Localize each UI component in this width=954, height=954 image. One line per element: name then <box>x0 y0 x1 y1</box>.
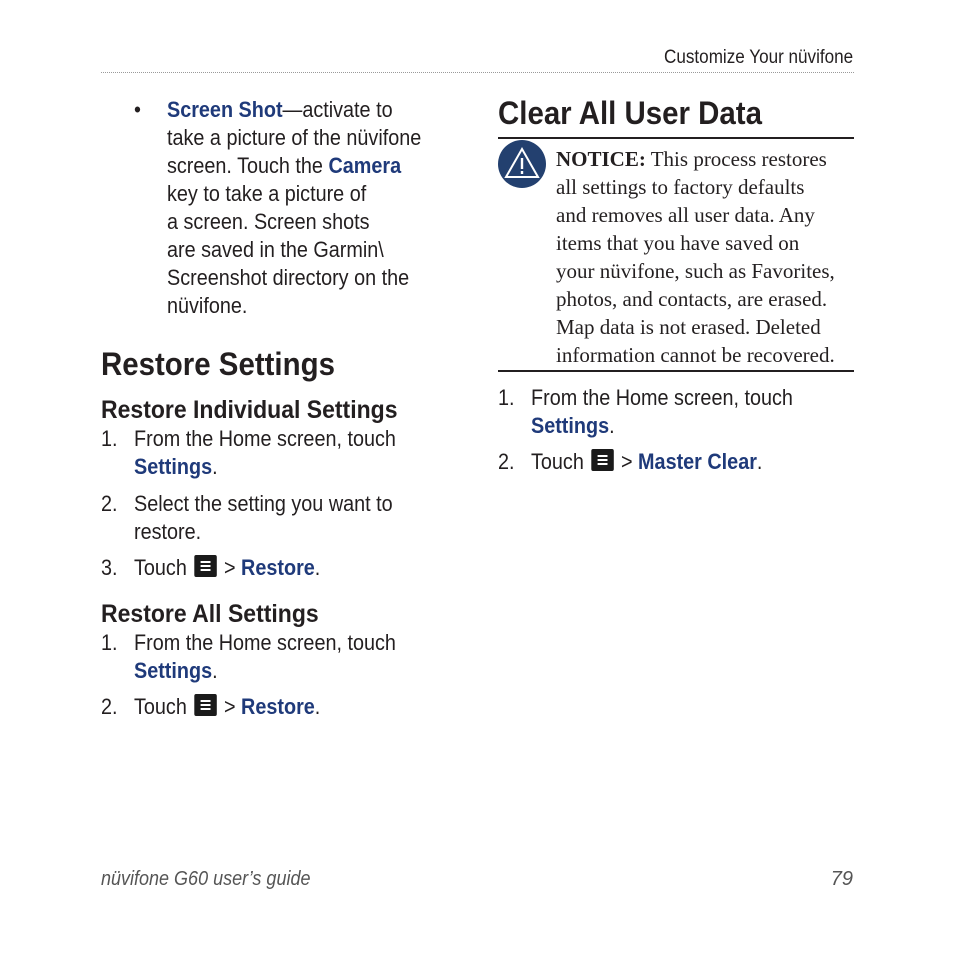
warning-icon <box>498 140 546 188</box>
menu-icon <box>194 555 216 577</box>
screen-shot-line-3: screen. Touch the Camera <box>167 153 402 178</box>
step-link-line: Settings. <box>134 658 218 683</box>
screen-shot-line-8: nüvifone. <box>167 293 248 318</box>
restore-link: Restore <box>241 694 315 719</box>
notice-line-8: information cannot be recovered. <box>556 343 835 367</box>
header-divider <box>101 72 854 73</box>
restore-link: Restore <box>241 555 315 580</box>
menu-icon <box>194 694 216 716</box>
settings-link: Settings <box>134 454 213 479</box>
screen-shot-term: Screen Shot <box>167 97 283 122</box>
notice-line-5: your nüvifone, such as Favorites, <box>556 259 835 283</box>
notice-line-1: NOTICE: This process restores <box>556 147 827 171</box>
notice-line-6: photos, and contacts, are erased. <box>556 287 828 311</box>
clear-all-user-data-heading: Clear All User Data <box>498 95 762 131</box>
restore-individual-heading: Restore Individual Settings <box>101 396 398 424</box>
notice-line-7: Map data is not erased. Deleted <box>556 315 821 339</box>
page-number: 79 <box>830 868 853 890</box>
menu-icon <box>591 449 614 471</box>
screen-shot-line-4: key to take a picture of <box>167 181 367 206</box>
step-num: 1. <box>101 630 118 655</box>
step-link-line: Settings. <box>134 454 218 479</box>
notice-line-3: and removes all user data. Any <box>556 203 815 227</box>
notice-label: NOTICE: <box>556 147 646 171</box>
settings-link: Settings <box>531 413 610 438</box>
step-num: 2. <box>101 694 118 719</box>
screen-shot-line-7: Screenshot directory on the <box>167 265 410 290</box>
master-clear-link: Master Clear <box>638 449 757 474</box>
screen-shot-line-2: take a picture of the nüvifone <box>167 125 422 150</box>
restore-all-heading: Restore All Settings <box>101 600 319 628</box>
step-num: 3. <box>101 555 118 580</box>
step-num: 1. <box>498 385 515 410</box>
notice-line-2: all settings to factory defaults <box>556 175 805 199</box>
screen-shot-line-5: a screen. Screen shots <box>167 209 370 234</box>
restore-settings-heading: Restore Settings <box>101 346 335 382</box>
notice-top-rule <box>498 137 854 139</box>
step-text: restore. <box>134 519 202 544</box>
step-text: Touch > Restore. <box>134 694 321 719</box>
settings-link: Settings <box>134 658 213 683</box>
step-link-line: Settings. <box>531 413 615 438</box>
step-num: 1. <box>101 426 118 451</box>
screen-shot-line-1: Screen Shot—activate to <box>167 97 393 122</box>
step-text: Select the setting you want to <box>134 491 393 516</box>
bullet-marker: • <box>134 97 141 122</box>
step-num: 2. <box>498 449 515 474</box>
notice-line-4: items that you have saved on <box>556 231 800 255</box>
footer-guide-title: nüvifone G60 user’s guide <box>101 868 311 890</box>
step-text: Touch > Master Clear. <box>531 449 763 474</box>
notice-bottom-rule <box>498 370 854 372</box>
camera-key: Camera <box>328 153 402 178</box>
running-header: Customize Your nüvifone <box>663 47 853 68</box>
step-num: 2. <box>101 491 118 516</box>
step-text: From the Home screen, touch <box>134 426 396 451</box>
step-text: From the Home screen, touch <box>531 385 793 410</box>
screen-shot-line-6: are saved in the Garmin\ <box>167 237 384 262</box>
step-text: Touch > Restore. <box>134 555 321 580</box>
step-text: From the Home screen, touch <box>134 630 396 655</box>
